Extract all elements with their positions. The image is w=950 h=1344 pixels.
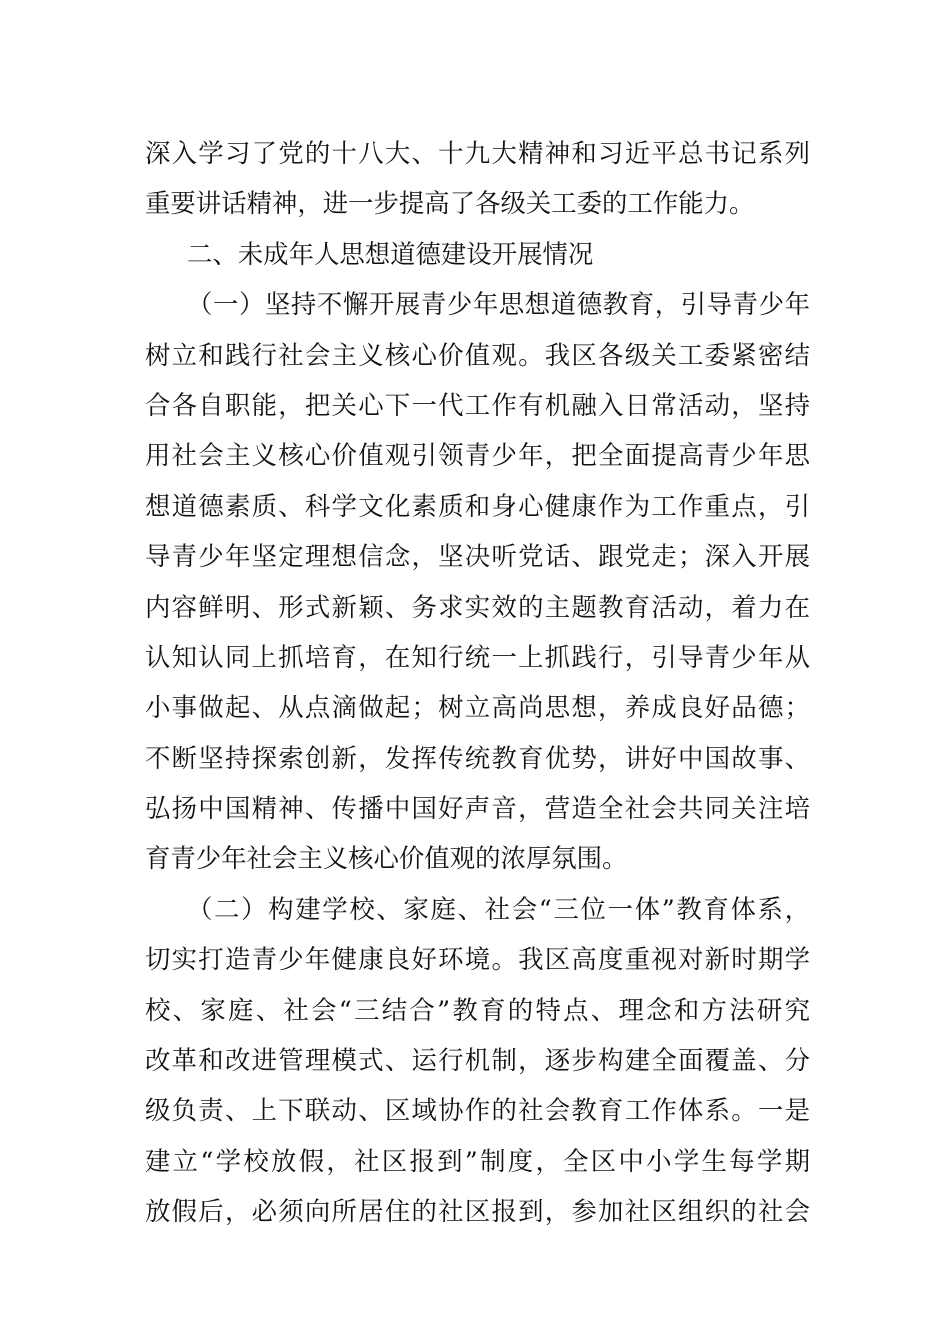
text-line: 改革和改进管理模式、运行机制，逐步构建全面覆盖、分	[145, 1045, 810, 1076]
text-line: 内容鲜明、形式新颖、务求实效的主题教育活动，着力在	[145, 591, 810, 622]
section-heading: 二、未成年人思想道德建设开展情况	[187, 238, 594, 269]
text-line: 小事做起、从点滴做起；树立高尚思想，养成良好品德；	[145, 692, 810, 723]
subsection-heading-line: （二）构建学校、家庭、社会“三位一体”教育体系，	[187, 893, 810, 924]
text-line: 用社会主义核心价值观引领青少年，把全面提高青少年思	[145, 440, 810, 471]
text-line: 校、家庭、社会“三结合”教育的特点、理念和方法研究	[145, 994, 810, 1025]
text-line: 切实打造青少年健康良好环境。我区高度重视对新时期学	[145, 944, 810, 975]
text-line: 育青少年社会主义核心价值观的浓厚氛围。	[145, 843, 628, 874]
text-line: 导青少年坚定理想信念，坚决听党话、跟党走；深入开展	[145, 541, 810, 572]
document-body	[145, 128, 810, 1237]
text-line: 合各自职能，把关心下一代工作有机融入日常活动，坚持	[145, 389, 810, 420]
text-line: 放假后，必须向所居住的社区报到，参加社区组织的社会	[145, 1196, 810, 1227]
text-line: 树立和践行社会主义核心价值观。我区各级关工委紧密结	[145, 339, 810, 370]
text-line: 想道德素质、科学文化素质和身心健康作为工作重点，引	[145, 490, 810, 521]
subsection-heading-line: （一）坚持不懈开展青少年思想道德教育，引导青少年	[187, 289, 810, 320]
text-line: 深入学习了党的十八大、十九大精神和习近平总书记系列	[145, 138, 810, 168]
text-line: 建立“学校放假，社区报到”制度，全区中小学生每学期	[145, 1145, 810, 1176]
text-line: 级负责、上下联动、区域协作的社会教育工作体系。一是	[145, 1095, 810, 1126]
text-line: 弘扬中国精神、传播中国好声音，营造全社会共同关注培	[145, 793, 810, 824]
text-line: 不断坚持探索创新，发挥传统教育优势，讲好中国故事、	[145, 742, 810, 773]
text-line: 认知认同上抓培育，在知行统一上抓践行，引导青少年从	[145, 641, 810, 672]
text-line: 重要讲话精神，进一步提高了各级关工委的工作能力。	[145, 188, 755, 219]
